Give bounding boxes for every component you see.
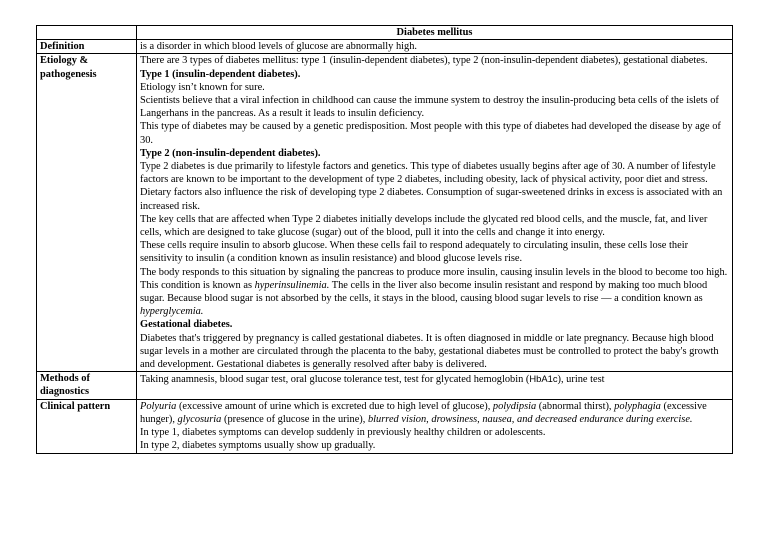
diagnostics-text [137, 372, 733, 399]
etiology-row [37, 54, 733, 372]
type2-paragraph: The key cells that are affected when Type 2 diabetes initially develops include the glycated red blood cells, and the muscle, fat, and liver cells, which are designed to take glucose (sugar) out of the blood, pull it into the cells and change it into energy. [140, 213, 708, 239]
clinical-symptoms [140, 400, 729, 426]
type1-paragraph: Etiology isn’t known for sure. [140, 81, 265, 93]
symptom-desc: (excessive hunger), [140, 400, 707, 425]
type2-paragraph: Dietary factors also influence the risk of developing type 2 diabetes. Consumption of sugar-sweetened drinks in excess is associated with an increased risk. [140, 187, 723, 212]
type1-paragraph: This type of diabetes may be caused by a genetic predisposition. Most people with this type of diabetes had developed the disease by age of 30. [140, 121, 721, 146]
symptom-desc: (presence of glucose in the urine), [221, 413, 368, 425]
term-polyphagia: polyphagia [614, 400, 661, 412]
clinical-row [37, 399, 733, 453]
clinical-content [137, 399, 733, 453]
gestational-heading: Gestational diabetes. [140, 319, 233, 331]
header-empty-cell [37, 26, 137, 40]
diagnostics-part: Taking anamnesis, blood sugar test, oral glucose tolerance test, test for glycated hemoglobin ( [140, 374, 530, 386]
diagnostics-part: ), urine test [557, 374, 605, 386]
diagnostics-row [37, 372, 733, 399]
term-hyperinsulinemia: hyperinsulinemia. [254, 279, 330, 291]
clinical-label: Clinical pattern [37, 399, 137, 453]
type2-paragraph [140, 266, 729, 319]
diagnostics-label: Methods of diagnostics [37, 372, 137, 399]
gestational-paragraph: Diabetes that's triggered by pregnancy is called gestational diabetes. It is often diagnosed in middle or late pregnancy. Because high blood sugar levels in a mother are circulated through the placenta to the baby, gestational diabetes must be controlled to protect the baby's growth and development. Gestational diabetes is generally resolved after baby is delivered. [140, 332, 719, 371]
symptom-desc: (excessive amount of urine which is excreted due to high level of glucose), [176, 400, 493, 412]
diabetes-table [36, 25, 733, 454]
type2-text: The cells in the liver also become insulin resistant and respond by making too much blood sugar. Because blood sugar is not absorbed by the cells, it stays in the blood, causing blood sugar levels to rise — a condition known as [140, 279, 708, 305]
etiology-label: Etiology & pathogenesis [37, 54, 137, 372]
definition-text: is a disorder in which blood levels of glucose are abnormally high. [137, 40, 733, 54]
clinical-type2: In type 2, diabetes symptoms usually show up gradually. [140, 440, 376, 452]
definition-row [37, 40, 733, 54]
table-title: Diabetes mellitus [137, 26, 733, 40]
term-glycosuria: glycosuria [177, 413, 222, 425]
type2-paragraph: Type 2 diabetes is due primarily to lifestyle factors and genetics. This type of diabetes usually begins after age of 30. A number of lifestyle factors are known to be important to the development of type 2 diabetes, including obesity, lack of physical activity, poor diet and stress. [140, 161, 716, 186]
type1-paragraph: Scientists believe that a viral infection in childhood can cause the immune system to destroy the insulin-producing beta cells of the islets of Langerhans in the pancreas. As a result it leads to insulin deficiency. [140, 95, 719, 120]
term-polydipsia: polydipsia [492, 400, 537, 412]
etiology-content [137, 54, 733, 372]
type2-text: The body responds to this situation by signaling the pancreas to produce more insulin, causing insulin levels in the blood to become too high. This condition is known as [140, 266, 728, 291]
definition-label: Definition [37, 40, 137, 54]
type2-paragraph: These cells require insulin to absorb glucose. When these cells fail to respond adequately to circulating insulin, these cells lose their sensitivity to insulin (a condition known as insulin resistance) and blood glucose levels rise. [140, 240, 689, 265]
type1-heading: Type 1 (insulin-dependent diabetes). [140, 68, 301, 80]
type2-heading: Type 2 (non-insulin-dependent diabetes). [140, 147, 321, 159]
hba1c-abbrev: HbA1c [529, 373, 558, 385]
symptom-desc: (abnormal thirst), [536, 400, 615, 412]
header-row [37, 26, 733, 40]
etiology-intro: There are 3 types of diabetes mellitus: type 1 (insulin-dependent diabetes), type 2 (non-insulin-dependent diabetes), gestational diabetes. [140, 55, 708, 67]
term-hyperglycemia: hyperglycemia. [140, 306, 204, 318]
clinical-type1: In type 1, diabetes symptoms can develop suddenly in previously healthy children or adolescents. [140, 427, 546, 439]
term-polyuria: Polyuria [140, 400, 177, 412]
term-other-symptoms: blurred vision, drowsiness, nausea, and decreased endurance during exercise. [367, 413, 693, 425]
